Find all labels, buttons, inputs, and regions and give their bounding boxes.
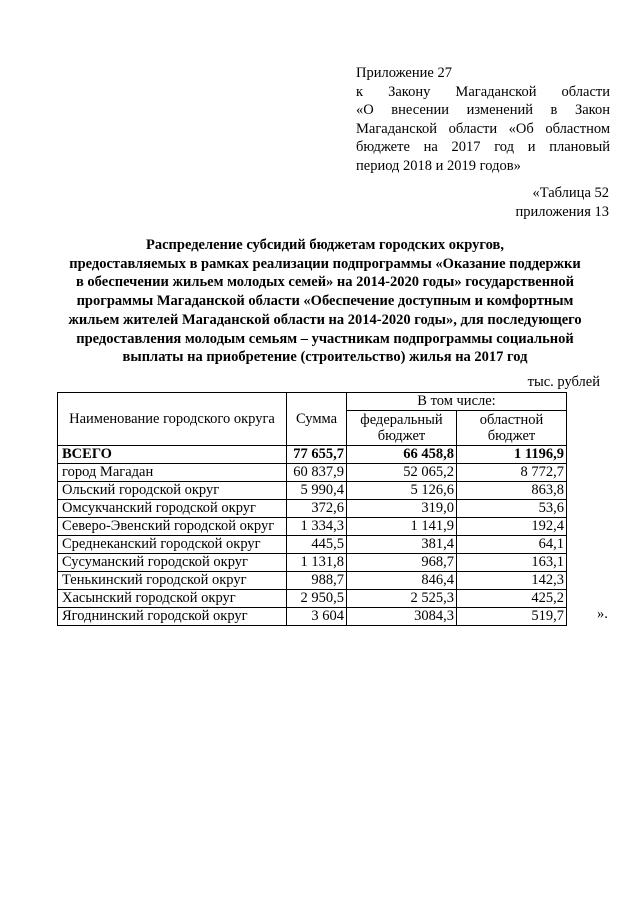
district-regional: 64,1 xyxy=(457,536,567,554)
district-regional: 142,3 xyxy=(457,572,567,590)
district-sum: 2 950,5 xyxy=(287,590,347,608)
district-sum: 3 604 xyxy=(287,608,347,626)
table-total-row xyxy=(58,446,567,464)
title-line: жильем жителей Магаданской области на 2014-2020 годы», для последующего xyxy=(68,311,582,328)
total-regional: 1 1196,9 xyxy=(457,446,567,464)
district-regional: 192,4 xyxy=(457,518,567,536)
district-sum: 5 990,4 xyxy=(287,482,347,500)
district-federal: 52 065,2 xyxy=(347,464,457,482)
district-name: Хасынский городской округ xyxy=(58,590,287,608)
district-regional: 863,8 xyxy=(457,482,567,500)
appendix-line: к Закону Магаданской области xyxy=(356,83,610,100)
header-federal-line: бюджет xyxy=(377,428,426,444)
table-row xyxy=(58,572,567,590)
district-regional: 425,2 xyxy=(457,590,567,608)
closing-quote: ». xyxy=(597,606,608,622)
table-row xyxy=(58,518,567,536)
units-label: тыс. рублей xyxy=(527,374,600,390)
title-line: предоставления молодым семьям – участникам подпрограммы социальной xyxy=(76,330,574,347)
district-name: Ольский городской округ xyxy=(58,482,287,500)
appendix-line: период 2018 и 2019 годов» xyxy=(356,157,521,174)
appendix-header xyxy=(356,64,610,175)
table-row xyxy=(58,482,567,500)
header-regional-line: областной xyxy=(479,411,544,428)
district-regional: 163,1 xyxy=(457,554,567,572)
district-regional: 8 772,7 xyxy=(457,464,567,482)
district-federal: 846,4 xyxy=(347,572,457,590)
subsidy-table xyxy=(57,392,567,626)
district-name: Северо-Эвенский городской округ xyxy=(58,518,287,536)
appendix-line: «О внесении изменений в Закон xyxy=(356,102,610,118)
district-regional: 53,6 xyxy=(457,500,567,518)
district-name: Среднеканский городской округ xyxy=(58,536,287,554)
total-sum: 77 655,7 xyxy=(287,446,347,464)
header-federal xyxy=(347,411,457,446)
table-row xyxy=(58,554,567,572)
district-sum: 1 131,8 xyxy=(287,554,347,572)
district-federal: 2 525,3 xyxy=(347,590,457,608)
district-name: Тенькинский городской округ xyxy=(58,572,287,590)
document-title xyxy=(50,236,600,367)
total-federal: 66 458,8 xyxy=(347,446,457,464)
table-row xyxy=(58,608,567,626)
total-name: ВСЕГО xyxy=(58,446,287,464)
header-including: В том числе: xyxy=(347,393,567,411)
district-name: город Магадан xyxy=(58,464,287,482)
district-name: Сусуманский городской округ xyxy=(58,554,287,572)
district-federal: 1 141,9 xyxy=(347,518,457,536)
district-sum: 1 334,3 xyxy=(287,518,347,536)
district-name: Ягоднинский городской округ xyxy=(58,608,287,626)
appendix-line: бюджете на 2017 год и плановый xyxy=(356,139,610,155)
table-header-row xyxy=(58,393,567,411)
table-row xyxy=(58,590,567,608)
district-sum: 60 837,9 xyxy=(287,464,347,482)
title-line: выплаты на приобретение (строительство) жилья на 2017 год xyxy=(122,349,528,366)
district-regional: 519,7 xyxy=(457,608,567,626)
header-federal-line: федеральный xyxy=(360,411,443,428)
table-reference xyxy=(516,184,609,221)
appendix-line: Магаданской области «Об областном xyxy=(356,120,610,137)
district-sum: 988,7 xyxy=(287,572,347,590)
district-sum: 372,6 xyxy=(287,500,347,518)
district-name: Омсукчанский городской округ xyxy=(58,500,287,518)
appendix-line: Приложение 27 xyxy=(356,65,452,81)
district-federal: 5 126,6 xyxy=(347,482,457,500)
header-regional xyxy=(457,411,567,446)
title-line: предоставляемых в рамках реализации подпрограммы «Оказание поддержки xyxy=(69,255,581,272)
header-sum: Сумма xyxy=(287,393,347,446)
title-line: Распределение субсидий бюджетам городских округов, xyxy=(146,237,504,253)
title-line: в обеспечении жильем молодых семей» на 2014-2020 годы» государственной xyxy=(75,274,575,291)
table-reference-line: «Таблица 52 xyxy=(532,185,609,201)
table-row xyxy=(58,464,567,482)
header-regional-line: бюджет xyxy=(487,428,536,444)
table-reference-line: приложения 13 xyxy=(515,203,609,220)
district-federal: 3084,3 xyxy=(347,608,457,626)
table-row xyxy=(58,536,567,554)
table-row xyxy=(58,500,567,518)
district-sum: 445,5 xyxy=(287,536,347,554)
district-federal: 319,0 xyxy=(347,500,457,518)
title-line: программы Магаданской области «Обеспечение доступным и комфортным xyxy=(76,293,574,310)
header-district: Наименование городского округа xyxy=(58,393,287,446)
district-federal: 381,4 xyxy=(347,536,457,554)
district-federal: 968,7 xyxy=(347,554,457,572)
